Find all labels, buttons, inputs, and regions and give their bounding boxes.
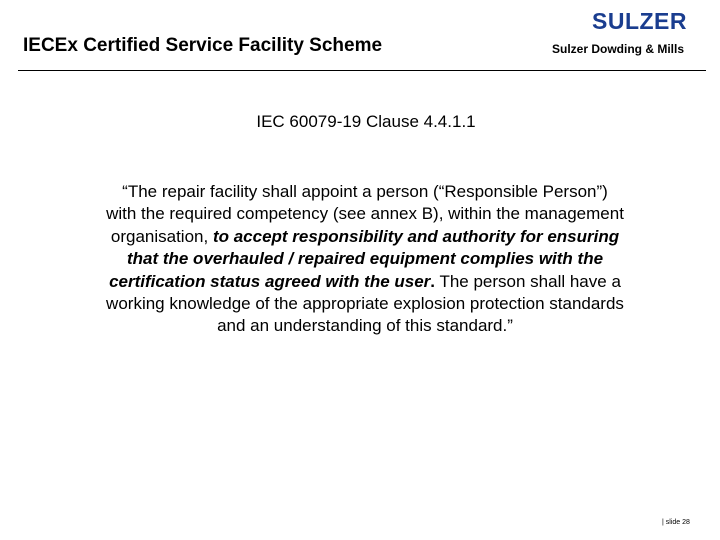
quote-emphasis: to accept responsibility and authority for ensuring <box>212 226 620 246</box>
slide-number: | slide 28 <box>662 519 690 526</box>
quote-emphasis: that the overhauled / repaired equipment complies with the <box>126 249 604 269</box>
quote-period: . <box>430 271 436 291</box>
quote-line <box>40 315 690 337</box>
quote-line <box>40 293 690 315</box>
quote-line <box>40 226 690 248</box>
page-title: IECEx Certified Service Facility Scheme <box>23 35 383 56</box>
sulzer-logo: SULZER <box>592 8 687 34</box>
header-divider <box>18 70 706 71</box>
quote-line <box>40 248 690 270</box>
quote-emphasis: certification status agreed with the user <box>109 271 431 291</box>
quote-line <box>40 271 690 293</box>
clause-title: IEC 60079-19 Clause 4.4.1.1 <box>256 112 476 131</box>
quote-line <box>40 181 690 203</box>
quote-text: “The repair facility shall appoint a person (“Responsible Person”) <box>122 182 608 201</box>
quote-text: and an understanding of this standard.” <box>217 316 513 336</box>
company-name: Sulzer Dowding & Mills <box>552 42 685 56</box>
clause-quote <box>40 181 690 338</box>
quote-line <box>40 203 690 225</box>
quote-text: The person shall have a <box>435 271 621 291</box>
quote-text: working knowledge of the appropriate explosion protection standards <box>106 294 624 314</box>
quote-text: with the required competency (see annex B), within the management <box>106 204 624 224</box>
quote-text: organisation, <box>110 226 213 246</box>
